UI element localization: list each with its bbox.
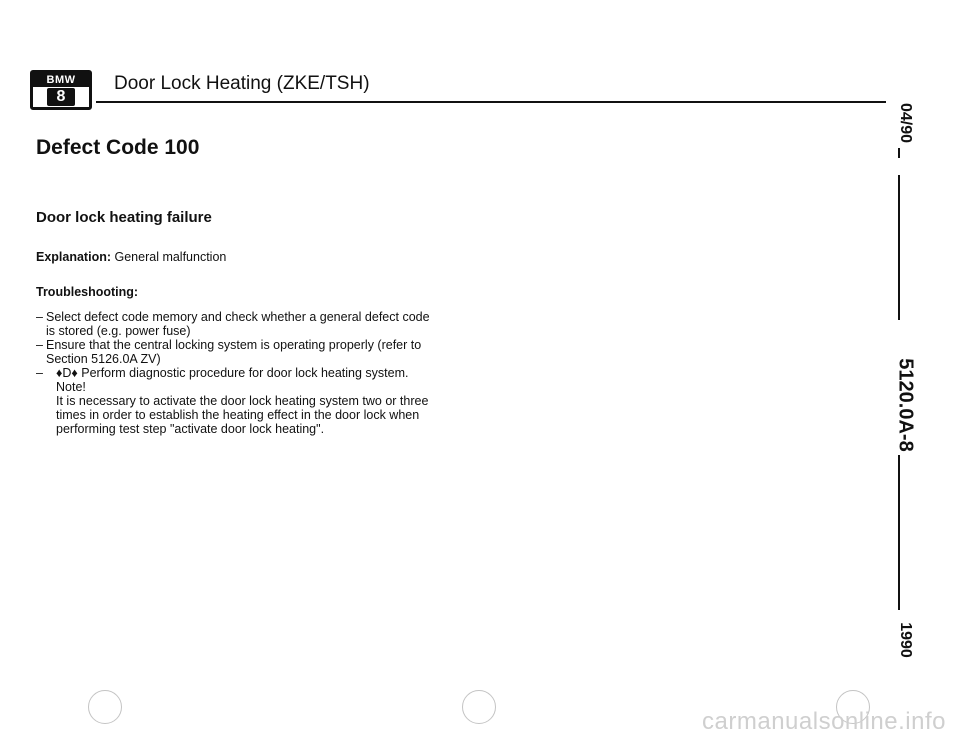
page-header-title: Door Lock Heating (ZKE/TSH) <box>114 73 370 94</box>
step-text: ♦D♦ Perform diagnostic procedure for door lock heating system. Note! <box>56 366 409 394</box>
troubleshooting-steps <box>36 310 436 436</box>
step-text: Select defect code memory and check whether a general defect code is stored (e.g. power fuse) <box>46 310 430 338</box>
list-item <box>36 366 436 436</box>
watermark: carmanualsonline.info <box>702 708 946 735</box>
step-note: It is necessary to activate the door lock heating system two or three times in order to establish the heating effect in the door lock when performing test step "activate door lock heating". <box>56 394 429 436</box>
step-text: Ensure that the central locking system is operating properly (refer to Section 5126.0A ZV) <box>46 338 422 366</box>
side-rule <box>898 455 900 610</box>
troubleshooting-label: Troubleshooting: <box>36 285 139 299</box>
list-item <box>36 310 436 338</box>
side-year: 1990 <box>897 622 914 658</box>
logo-brand: BMW <box>33 73 89 87</box>
side-rule <box>898 148 900 158</box>
side-document-code: 5120.0A-8 <box>894 358 917 452</box>
bmw-logo <box>30 70 92 110</box>
header-divider <box>96 101 886 103</box>
explanation-text: General malfunction <box>114 250 227 264</box>
list-item <box>36 338 436 366</box>
logo-model: 8 <box>47 88 75 106</box>
section-heading: Door lock heating failure <box>36 209 212 226</box>
defect-code-title: Defect Code 100 <box>36 136 200 159</box>
bullet-dash: – <box>36 338 43 352</box>
bullet-dash: – <box>36 310 43 324</box>
side-rule <box>898 175 900 320</box>
punch-hole <box>88 690 122 724</box>
side-date: 04/90 <box>897 102 914 144</box>
punch-hole <box>462 690 496 724</box>
explanation-label: Explanation: <box>36 250 112 264</box>
explanation <box>36 250 226 264</box>
bullet-dash: – <box>36 366 43 380</box>
